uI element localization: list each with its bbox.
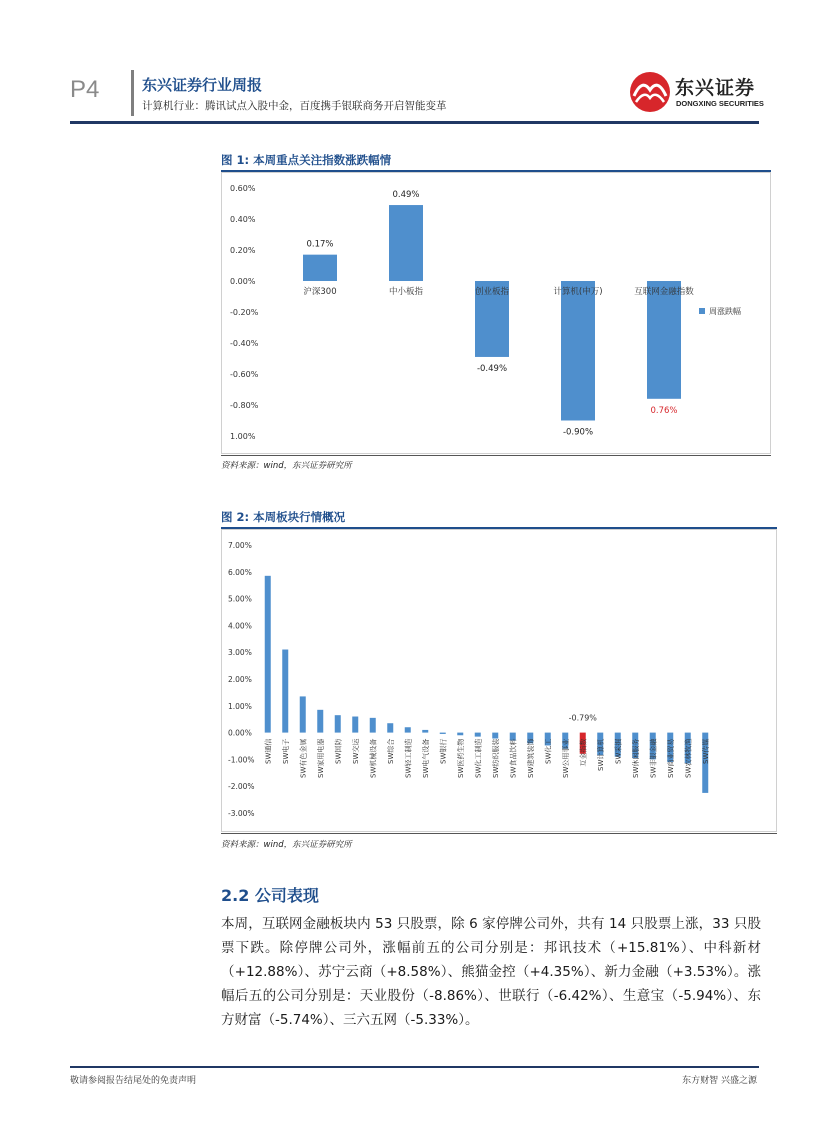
chart1-bar <box>303 255 337 281</box>
chart2-bar <box>422 730 428 733</box>
header-rule <box>70 121 759 124</box>
chart2-frame <box>222 530 777 832</box>
chart2-bar <box>265 576 271 733</box>
chart1-bar <box>389 205 423 281</box>
chart2-ytick-label: 4.00% <box>228 621 252 631</box>
section-paragraph: 本周，互联网金融板块内 53 只股票，除 6 家停牌公司外，共有 14 只股票上涨，33 只股票下跌。除停牌公司外，涨幅前五的公司分别是：邦讯技术（+15.81%）、中科新材（+12.88%）、苏宁云商（+8.58%）、熊猫金控（+4.35%）、新力金融（+3.53%）。涨幅后五的公司分别是：天业股份（-8.86%）、世联行（-6.42%）、生意宝（-5.94%）、东方财富（-5.74%）、三六五网（-5.33%）。 <box>221 916 761 1028</box>
chart2-category-label: SW电气设备 <box>422 738 431 778</box>
chart2-category-label: SW化工制造 <box>474 738 483 778</box>
chart2-category-label: SW建筑装饰 <box>527 738 536 778</box>
chart1-category-label: 创业板指 <box>474 287 510 297</box>
chart2-ytick-label: 5.00% <box>228 594 252 604</box>
figure1-source: 资料来源：wind，东兴证券研究所 <box>221 461 352 471</box>
chart1-ytick-label: -0.20% <box>230 308 259 317</box>
chart1-ytick-label: 0.00% <box>230 277 256 286</box>
chart2-ytick-label: 6.00% <box>228 567 252 577</box>
chart2-bar <box>335 715 341 732</box>
page-number: P4 <box>70 76 100 103</box>
chart2-category-label: SW电子 <box>282 738 291 764</box>
chart2-ytick-label: 1.00% <box>228 701 252 711</box>
chart1-data-label: -0.90% <box>562 427 594 438</box>
chart2-category-label: SW食品饮料 <box>509 738 518 778</box>
chart2-category-label: SW计算机 <box>597 738 606 771</box>
chart2-ytick-label: 3.00% <box>228 648 252 658</box>
chart2-category-label: SW有色金属 <box>299 738 308 778</box>
chart2-bar <box>457 733 463 736</box>
chart2-category-label: SW医药生物 <box>457 738 466 778</box>
chart1-data-label: -0.49% <box>476 363 508 374</box>
chart2-category-label: SW通信 <box>264 738 273 764</box>
chart2-ytick-label: -2.00% <box>228 782 255 792</box>
logo-name-en: DONGXING SECURITIES <box>676 99 764 108</box>
chart2-category-label: SW非银金融 <box>649 738 658 778</box>
chart1-category-label: 计算机(申万) <box>553 287 603 297</box>
chart1-ytick-label: 0.60% <box>230 184 256 193</box>
header-divider <box>131 70 134 116</box>
chart2-category-label: SW休闲服务 <box>632 738 641 778</box>
chart2-bar <box>317 710 323 733</box>
chart1-data-label: 0.49% <box>392 190 420 201</box>
chart2-bar <box>352 717 358 733</box>
figure2-source: 资料来源：wind，东兴证券研究所 <box>221 840 352 850</box>
chart2-bar <box>370 718 376 733</box>
chart1-ytick-label: -0.80% <box>230 401 259 410</box>
chart2-ytick-label: -1.00% <box>228 755 255 765</box>
chart2-bar <box>492 733 498 739</box>
chart2-category-label: SW公用事业 <box>562 738 571 778</box>
chart1-bar <box>561 281 595 421</box>
logo-name-cn: 东兴证券 <box>675 77 756 99</box>
figure1-title: 图 1: 本周重点关注指数涨跌幅情 <box>221 153 392 167</box>
chart1-legend-swatch <box>699 308 705 314</box>
chart1-bar <box>647 281 681 399</box>
chart2-category-label: SW传媒 <box>702 738 711 764</box>
chart2-category-label: SW化工 <box>544 738 553 764</box>
report-title: 东兴证券行业周报 <box>142 76 263 94</box>
footer-disclaimer: 敬请参阅报告结尾处的免责声明 <box>70 1076 197 1086</box>
chart2-category-label: SW轻工制造 <box>404 738 413 778</box>
figure2-source-rule <box>221 833 777 834</box>
chart1-legend-label: 周涨跌幅 <box>709 307 741 316</box>
chart2-bar <box>300 696 306 732</box>
chart2-category-label: 互金指数 <box>579 738 588 767</box>
chart2-ytick-label: 2.00% <box>228 675 252 684</box>
chart1-ytick-label: -0.60% <box>230 370 259 379</box>
footer-rule <box>70 1066 759 1068</box>
chart2-category-label: SW商业贸易 <box>667 738 676 778</box>
chart2-category-label: SW国防 <box>334 738 343 764</box>
chart2-bar <box>440 733 446 734</box>
chart1-ytick-label: -0.40% <box>230 339 259 348</box>
chart2-category-label: SW农林牧渔 <box>684 738 693 778</box>
chart2-category-label: SW交运 <box>352 738 361 764</box>
section-heading: 2.2 公司表现 <box>221 886 319 905</box>
chart2-category-label: SW综合 <box>387 738 396 764</box>
chart2-bar <box>475 733 481 737</box>
figure2-title: 图 2: 本周板块行情概况 <box>221 510 346 524</box>
chart1-category-label: 中小板指 <box>388 287 424 297</box>
chart1-ytick-label: 0.20% <box>230 246 256 255</box>
chart1-data-label: 0.76% <box>650 405 678 416</box>
chart2-ytick-label: -3.00% <box>228 809 255 818</box>
footer-slogan: 东方财智 兴盛之源 <box>682 1076 757 1086</box>
sector-change-chart <box>221 529 777 832</box>
chart2-category-label: SW采掘 <box>614 738 623 764</box>
chart2-ytick-label: 0.00% <box>228 728 252 738</box>
chart2-category-label: SW机械设备 <box>369 738 378 778</box>
chart1-category-label: 互联网金融指数 <box>634 287 694 297</box>
chart2-bar <box>387 723 393 732</box>
chart2-ytick-label: 7.00% <box>228 541 252 550</box>
figure1-source-rule <box>221 455 771 456</box>
chart2-highlight-label: -0.79% <box>568 713 597 723</box>
chart2-category-label: SW纺织服装 <box>492 738 501 778</box>
chart2-bar <box>405 727 411 732</box>
report-subtitle: 计算机行业：腾讯试点入股中金，百度携手银联商务开启智能变革 <box>142 100 447 112</box>
chart2-bar <box>282 650 288 733</box>
chart1-data-label: 0.17% <box>306 239 334 250</box>
index-change-chart <box>221 172 771 454</box>
chart1-category-label: 沪深300 <box>303 287 337 297</box>
chart1-ytick-label: 0.40% <box>230 215 256 224</box>
chart2-category-label: SW银行 <box>439 738 448 764</box>
chart1-ytick-label: 1.00% <box>230 432 256 441</box>
chart2-category-label: SW家用电器 <box>317 738 326 778</box>
